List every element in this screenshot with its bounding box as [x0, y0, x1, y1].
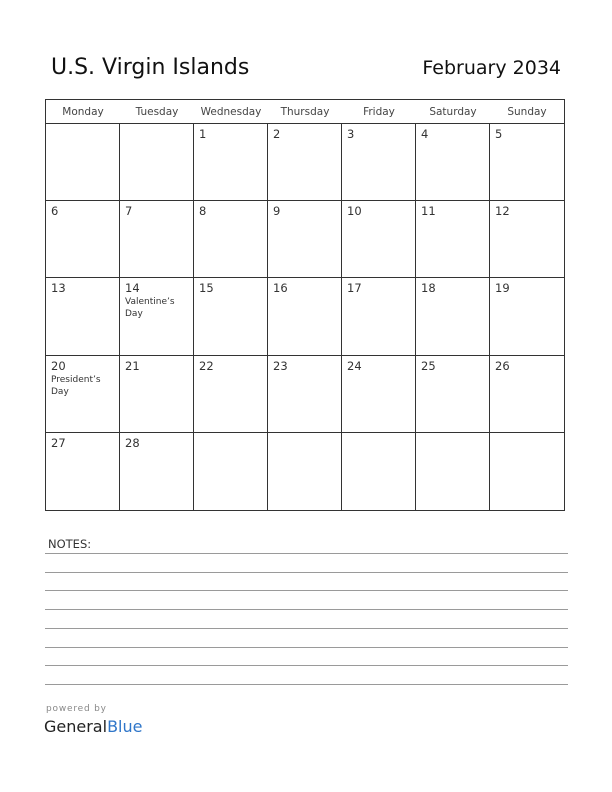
day-number: 18: [421, 281, 436, 296]
day-cell[interactable]: [46, 356, 120, 433]
day-number: 19: [495, 281, 510, 296]
day-number: 5: [495, 127, 503, 141]
notes-line: [45, 553, 568, 554]
notes-line: [45, 647, 568, 648]
day-number: 4: [421, 127, 429, 141]
day-number: 11: [421, 204, 436, 219]
day-cell[interactable]: [342, 433, 416, 510]
day-cell[interactable]: [416, 278, 490, 355]
day-number: 21: [125, 358, 140, 373]
weekday-header: Saturday: [416, 100, 490, 124]
day-number: 22: [199, 358, 214, 373]
day-cell[interactable]: [268, 201, 342, 278]
day-cell[interactable]: [490, 278, 564, 355]
weekday-header: Wednesday: [194, 100, 268, 124]
day-cell[interactable]: [416, 201, 490, 278]
notes-line: [45, 590, 568, 591]
day-cell[interactable]: [194, 278, 268, 355]
day-number: 17: [347, 281, 362, 296]
day-number: 25: [421, 358, 436, 373]
day-number: 3: [347, 127, 355, 141]
day-number: 20: [51, 358, 66, 373]
calendar-grid: [45, 99, 565, 511]
brand-name-blue: Blue: [107, 717, 143, 736]
day-cell[interactable]: [342, 201, 416, 278]
day-number: 13: [51, 281, 66, 296]
day-cell[interactable]: [416, 356, 490, 433]
day-cell[interactable]: [490, 201, 564, 278]
day-cell[interactable]: [120, 433, 194, 510]
day-number: 7: [125, 204, 133, 219]
day-number: 2: [273, 127, 281, 141]
day-number: 23: [273, 358, 288, 373]
day-cell[interactable]: [268, 124, 342, 201]
day-cell[interactable]: [194, 124, 268, 201]
day-cell[interactable]: [120, 201, 194, 278]
day-number: 28: [125, 435, 140, 450]
day-cell[interactable]: [46, 433, 120, 510]
day-number: 15: [199, 281, 214, 296]
day-cell[interactable]: [342, 278, 416, 355]
weekday-header: Thursday: [268, 100, 342, 124]
brand-logo: [44, 717, 142, 736]
day-number: 14: [125, 281, 140, 296]
powered-by-text: powered by: [46, 704, 107, 714]
day-cell[interactable]: [490, 433, 564, 510]
day-number: 26: [495, 358, 510, 373]
day-cell[interactable]: [268, 278, 342, 355]
day-cell[interactable]: [268, 356, 342, 433]
day-number: 6: [51, 204, 59, 219]
calendar-month-year: February 2034: [422, 57, 561, 79]
notes-line: [45, 628, 568, 629]
day-cell[interactable]: [194, 201, 268, 278]
day-cell[interactable]: [490, 124, 564, 201]
day-cell[interactable]: [46, 124, 120, 201]
brand-name-general: General: [44, 717, 108, 736]
day-cell[interactable]: [194, 433, 268, 510]
calendar-region-title: U.S. Virgin Islands: [51, 55, 250, 80]
day-cell[interactable]: [120, 124, 194, 201]
notes-label: NOTES:: [48, 537, 92, 551]
weekday-header: Friday: [342, 100, 416, 124]
day-cell[interactable]: [490, 356, 564, 433]
notes-line: [45, 609, 568, 610]
day-number: 12: [495, 204, 510, 219]
day-number: 8: [199, 204, 207, 219]
day-number: 24: [347, 358, 362, 373]
day-cell[interactable]: [416, 124, 490, 201]
holiday-label: Valentine’s Day: [125, 297, 175, 320]
day-cell[interactable]: [194, 356, 268, 433]
day-cell[interactable]: [46, 201, 120, 278]
day-cell[interactable]: [342, 356, 416, 433]
day-cell[interactable]: [46, 278, 120, 355]
day-cell[interactable]: [416, 433, 490, 510]
day-cell[interactable]: [342, 124, 416, 201]
notes-line: [45, 572, 568, 573]
weekday-header: Tuesday: [120, 100, 194, 124]
holiday-label: President’s Day: [51, 374, 101, 397]
weekday-header: Sunday: [490, 100, 564, 124]
day-number: 16: [273, 281, 288, 296]
day-cell[interactable]: [120, 278, 194, 355]
day-cell[interactable]: [120, 356, 194, 433]
notes-line: [45, 684, 568, 685]
weekday-header: Monday: [46, 100, 120, 124]
day-number: 10: [347, 204, 362, 219]
day-cell[interactable]: [268, 433, 342, 510]
day-number: 9: [273, 204, 281, 219]
notes-line: [45, 665, 568, 666]
day-number: 1: [199, 127, 207, 141]
day-number: 27: [51, 435, 66, 450]
